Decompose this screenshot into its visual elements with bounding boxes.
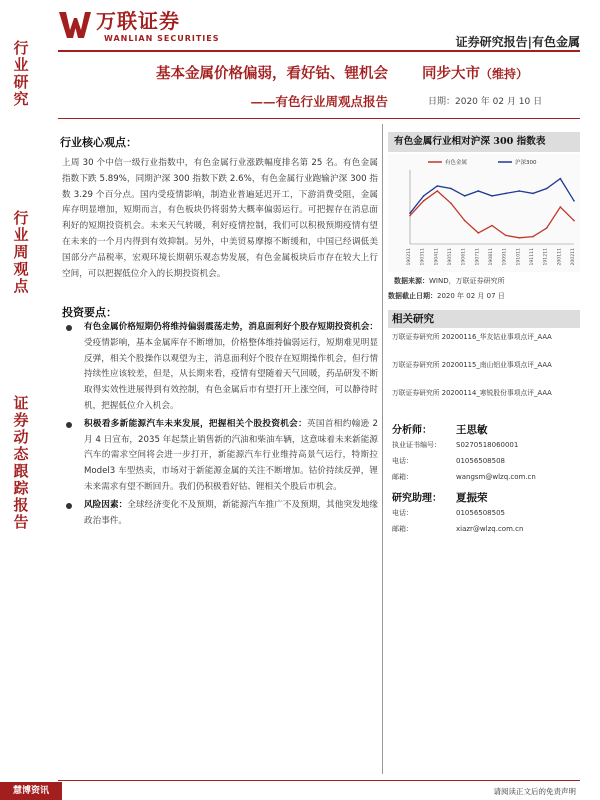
core-view-text: 上周 30 个中信一级行业指数中，有色金属行业涨跌幅度排名第 25 名。有色金属指数下跌 5.89%，同期沪深 300 指数下跌 2.6%，有色金属行业跑输沪深 300 指数 3.29 个百分点。国内受疫情影响，制造业普遍延迟开工，下游消费受阻，金属库存明显增加，短期而言，有色板块仍将弱势大概率偏弱运行。可把握存在消息面利好的短期投资机会。未来天气转暖，利好疫情控制，我们可以积极预期疫情有望在未来的一个月内得到有效抑制。另外，中美贸易摩擦不断缓和，中国已经调低美国部分产品税率，宏观环境长期朝乐观态势发展，有色金属板块后市存在较大上行空间，可以把握低位介入的长期投资机会。 [62,158,378,279]
logo-english-name: WANLIAN SECURITIES [104,34,220,43]
right-column [388,124,580,774]
related-research-item[interactable]: 万联证券研究所 20200115_南山铝业事项点评_AAA [392,361,552,369]
title-block [58,58,388,118]
assistant-email: 邮箱： xiazr@wlzq.com.cn [392,525,524,533]
data-point [437,185,439,187]
legend-label: 有色金属 [445,160,468,166]
chart-heading: 有色金属行业相对沪深 300 指数表 [388,132,580,152]
data-point [491,195,493,197]
data-point [491,225,493,227]
title-divider [58,118,580,119]
analyst-name: 王思敏 [456,424,488,436]
data-point [532,236,534,238]
x-tick-label: 190711 [475,248,481,266]
assistant-info [392,486,580,537]
footer-logo: 慧博资讯 [0,782,62,800]
data-point [519,237,521,239]
data-point [478,232,480,234]
data-point [423,200,425,202]
rating-label: 同步大市 [422,65,480,82]
analyst-header [392,418,580,437]
chart-container [388,154,580,272]
data-point [560,178,562,180]
data-point [505,193,507,195]
rating-block [400,58,580,118]
legend-label: 沪深300 [515,160,537,166]
company-logo [58,9,220,43]
data-point [505,235,507,237]
point-bold: 风险因素： [84,499,128,510]
left-column [58,124,383,774]
data-point [409,215,411,217]
chart-source-label: 数据来源： [394,277,429,285]
x-tick-label: 190911 [502,248,508,266]
data-point [546,188,548,190]
analyst-cert: 执业证书编号： S0270518060001 [392,441,519,449]
key-points-list [66,320,378,531]
data-point [450,203,452,205]
related-research-heading: 相关研究 [388,310,580,328]
core-view-heading: 行业核心观点： [60,136,137,149]
chart-data-date [388,291,505,301]
x-tick-label: 190511 [448,248,453,266]
point-text: 英国首相约翰逊 2 月 4 日宣布，2035 年起禁止销售新的汽油和柴油车辆，这意味着未来新能源汽车的需求空间将会进一步打开，新能源汽车行业维持高景气运行，特斯拉 Model3 车型热卖，市场对于新能源金属的关注不断增加。钴价持续反弹，锂未来需求有望不断回升。我们仍积极看好钴、锂相关个股后市机会。 [84,418,378,492]
x-tick-label: 191111 [530,248,535,266]
relative-performance-chart [388,154,580,272]
data-point [478,190,480,192]
rating-note: （维持） [480,67,529,81]
related-research-item[interactable]: 万联证券研究所 20200116_华友钴业事项点评_AAA [392,333,552,341]
sub-title: ——有色行业周观点报告 [250,94,388,109]
side-label-industry-research: 行业研究 [11,40,30,108]
chart-date-value: 2020 年 02 月 07 日 [437,292,505,300]
data-point [437,190,439,192]
key-points-heading: 投资要点： [62,306,117,319]
chart-date-label: 数据截止日期： [388,292,437,300]
analyst-email: 邮箱： wangsm@wlzq.com.cn [392,473,536,481]
point-bold: 有色金属价格短期仍将维持偏弱震荡走势，消息面利好个股存短期投资机会： [84,322,378,332]
report-type: 证券研究报告|有色金属 [455,35,580,49]
x-tick-label: 190211 [407,248,412,266]
side-label-tracking-report: 证券动态跟踪报告 [11,395,30,531]
list-item [66,417,378,496]
x-tick-label: 190311 [420,248,426,266]
main-title: 基本金属价格偏弱，看好钴、锂机会 [156,65,388,82]
page-header [0,0,600,52]
assistant-role: 研究助理： [392,493,442,504]
data-point [519,190,521,192]
report-date: 日期：2020 年 02 月 10 日 [428,97,543,107]
point-text: 受疫情影响，基本金属库存不断增加，价格整体维持偏弱运行，短期难见明显反弹，相关个股操作以观望为主，消息面利好个股存在短期操作机会，但行情持续性应该较差，但是，从长期来看，疫情有望随着天气回暖，药品研发不断取得实效性进展得到有效控制，有色金属后市有望打开上涨空间，可以静待时机，把握低位介入机会。 [84,337,378,411]
data-point [409,212,411,214]
data-point [532,193,534,195]
x-tick-label: 190611 [461,248,467,266]
list-item [66,320,378,415]
assistant-name: 夏振荣 [456,492,488,504]
x-tick-label: 191011 [516,248,522,266]
x-tick-label: 191211 [543,248,549,266]
footer-divider [58,780,580,781]
logo-chinese-name: 万联证券 [96,9,180,33]
related-research-item[interactable]: 万联证券研究所 20200114_寒锐股份事项点评_AAA [392,389,552,397]
related-research-list [392,330,580,414]
x-tick-label: 190411 [434,248,440,266]
header-divider [58,50,580,52]
assistant-header [392,486,580,505]
data-point [423,195,425,197]
point-bold: 积极看多新能源汽车未来发展，把握相关个股投资机会： [84,418,308,429]
data-point [464,220,466,222]
chart-source [394,276,505,286]
analyst-info [392,418,580,485]
page-footer [0,778,600,800]
chart-source-value: WIND，万联证券研究所 [429,277,505,285]
data-point [560,206,562,208]
data-point [573,200,575,202]
data-point [450,188,452,190]
data-point [464,195,466,197]
wanlian-logo-icon [58,10,92,40]
point-text: 全球经济变化不及预期，新能源汽车推广不及预期，其他突发地缘政治事件。 [84,499,378,526]
x-tick-label: 200211 [571,248,576,266]
data-point [573,220,575,222]
bullet-icon [66,503,72,509]
list-item [66,498,378,530]
side-label-weekly-view: 行业周观点 [11,210,30,295]
bullet-icon [66,422,72,428]
assistant-phone: 电话： 01056508505 [392,509,505,517]
data-point [546,227,548,229]
footer-disclaimer[interactable]: 请阅读正文后的免责声明 [493,787,576,796]
series-line-0 [410,191,574,238]
rating [422,62,528,83]
x-tick-label: 190811 [489,248,494,266]
analyst-phone: 电话： 01056508508 [392,457,505,465]
x-tick-label: 200111 [557,248,563,266]
bullet-icon [66,325,72,331]
analyst-role: 分析师： [392,425,432,436]
